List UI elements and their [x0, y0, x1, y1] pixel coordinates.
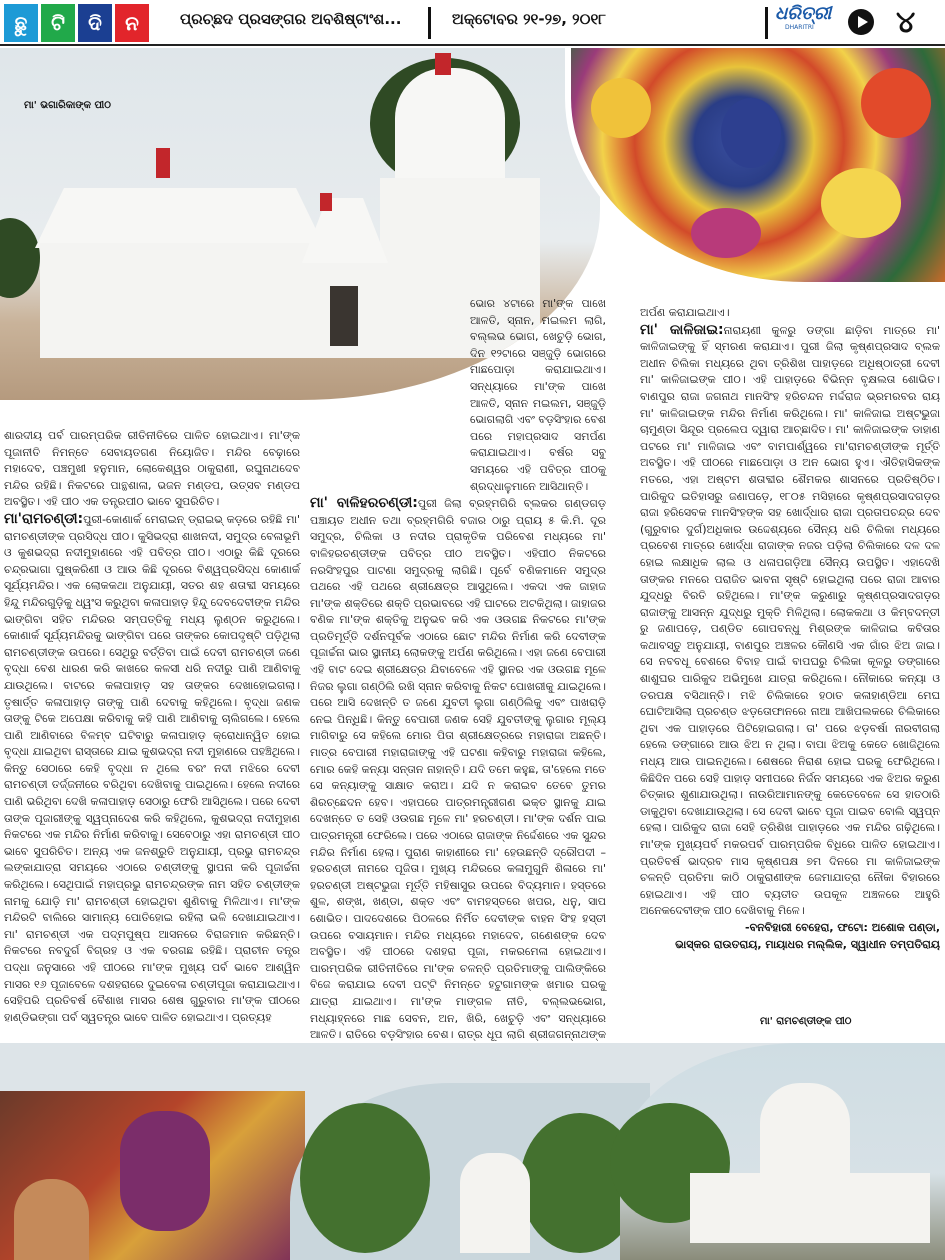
article-paragraph: ଶାରଦୀୟ ପର୍ବ ପାରମ୍ପରିକ ରୀତିନୀତିରେ ପାଳିତ ହୋଇଥାଏ। ମା'ଙ୍କ ପୂଜାନୀତି ନିମନ୍ତେ ସେବାୟତଗଣ ନିୟୋଜିତ। ମନ୍ଦିର ବେଢ଼ାରେ ମହାଦେବ, ପଞ୍ଚମୁଖୀ ହନୁମାନ, ଲୋକେଶ୍ୱର ଠାକୁରାଣୀ, ରଘୁନାଥଦେବ ମନ୍ଦିର ରହିଛି। ନିକଟରେ ପାନ୍ଥଶାଳା, ଭଜନ ମଣ୍ଡପ, ଉତ୍ସବ ମଣ୍ଡପ ଅବସ୍ଥିତ। ଏହି ପୀଠ ଏକ ତନ୍ତ୍ରପୀଠ ଭାବେ ସୁପରିଚିତ।	[4, 429, 300, 509]
article-column-2	[310, 296, 606, 1060]
play-icon	[848, 9, 874, 35]
header-divider	[765, 7, 768, 39]
temple-flag	[320, 193, 332, 211]
temple-roof	[300, 198, 390, 268]
article-paragraph	[310, 495, 606, 1060]
bottom-photo-strip	[0, 1043, 945, 1260]
section-heading: ମା'ରାମଚଣ୍ଡୀ:	[4, 510, 84, 527]
flower-garland	[861, 68, 931, 138]
article-paragraph: ଅର୍ପଣ କରାଯାଇଥାଏ।	[640, 306, 730, 319]
article-paragraph	[640, 322, 940, 920]
photo-credit: ଭାସ୍କର ରାଉତରାୟ, ମାୟାଧର ମଲ୍ଲିକ, ସ୍ୱାଧୀନ ତମ୍ପତିରାୟ	[675, 937, 940, 951]
deity-photo	[565, 48, 945, 288]
deity-figure	[120, 1111, 210, 1231]
section-logo	[4, 4, 149, 42]
logo-letter: ନ	[115, 4, 149, 42]
section-title: ପ୍ରଚ୍ଛଦ ପ୍ରସଙ୍ଗର ଅବଶିଷ୍ଟାଂଶ...	[180, 10, 402, 28]
logo-letter: ଛୁ	[4, 4, 38, 42]
flower-garland	[821, 168, 901, 238]
brand-subtitle: DHARITRI	[785, 24, 814, 31]
temple-roof	[35, 188, 325, 248]
author-credit: -ବନବିହାରୀ ବେହେରା, ଫଟୋ: ଅଶୋକ ପଣ୍ଡା,	[745, 920, 940, 934]
page-header	[0, 0, 945, 46]
logo-letter: ଟି	[41, 4, 75, 42]
section-heading: ମା' ବାଳିହରଚଣ୍ଡୀ:	[310, 495, 418, 512]
brand-logo	[775, 3, 837, 41]
article-column-3	[640, 305, 940, 953]
deity-figure	[721, 98, 781, 168]
article-paragraph	[4, 511, 300, 1026]
temple-wall	[40, 243, 320, 358]
temple-wall	[690, 1173, 930, 1243]
temple-photo-balihara	[290, 1083, 650, 1260]
article-text: ପୁରୀ ଜିଲା ବ୍ରହ୍ମଗିରି ବ୍ଲକର ଗଣ୍ଡଗଡ଼ ପଞ୍ଚାୟତ ଅଧୀନ ତଥା ବ୍ରହ୍ମଗିରି ବଜାର ଠାରୁ ପ୍ରାୟ ୫ କି.ମି. ଦୂର ସମୁଦ୍ର, ଚିଲିକା ଓ ନଦୀର ପ୍ରାକୃତିକ ପରିବେଶ ମଧ୍ୟରେ ମା' ବାଳିହରଚଣ୍ଡୀଙ୍କ ପବିତ୍ର ପୀଠ ଅବସ୍ଥିତ। ଏହିପୀଠ ନିକଟରେ ନରସିଂହପୁର ପାଟଣା ସମୁଦ୍ରକୁ ଲାଗିଛି। ପୂର୍ବେ ବଣିକମାନେ ସମୁଦ୍ର ପଥରେ ଏହି ପଥରେ ଶ୍ରୀକ୍ଷେତ୍ର ଆସୁଥିଲେ। ଏକଦା ଏକ ଜାହାଜ ମା'ଙ୍କ ଶକ୍ତିରେ ଶକ୍ତି ପ୍ରଭାବରେ ଏହି ଘାଟରେ ଅଟକିଥିଲା। ଜାହାଜର ବଣିକ ମା'ଙ୍କ ଶକ୍ତିକୁ ଅନୁଭବ କରି ଏକ ଓଉଗଛ ନିକଟରେ ମା'ଙ୍କ ପ୍ରତିମୂର୍ତ୍ତି ଦର୍ଶନପୂର୍ବକ ଏଠାରେ ଛୋଟ ମନ୍ଦିର ନିର୍ମାଣ କରି ଦେବୀଙ୍କ ପୂଜାର୍ଚ୍ଚନା ଭାର ସ୍ଥାନୀୟ ଲୋକଙ୍କୁ ଅର୍ପଣ କରିଥିଲେ। ଏହା ଜଣେ ବେପାରୀ ଏହି ବାଟ ଦେଇ ଶ୍ରୀକ୍ଷେତ୍ର ଯିବାବେଳେ ଏହି ସ୍ଥାନର ଏକ ଓଉଗଛ ମୂଳେ ନିଜର ଲୁଗା ଗଣ୍ଠିଲି ରଖି ସ୍ନାନ କରିବାକୁ ନିକଟ ପୋଖରୀକୁ ଯାଇଥିଲେ। ପରେ ଆସି ଦେଖନ୍ତି ତ ଜଣେ ଯୁବତୀ ଲୁଗା ଗଣ୍ଠିଲିକୁ ଏବଂ ପାଖରାଡ଼ି ନେଇ ପିନ୍ଧିଛି। କିନ୍ତୁ ବେପାରୀ ଜଣକ ସେହି ଯୁବତୀଙ୍କୁ ଲୁଗାର ମୂଲ୍ୟ ମାଗିବାରୁ ସେ କହିଲେ ମୋର ପିତା ଶ୍ରୀକ୍ଷେତ୍ରରେ ମହାରାଜା ଅଛନ୍ତି। ମାତ୍ର ବେପାରୀ ମହାରାଜାଙ୍କୁ ଏହି ଘଟଣା କହିବାରୁ ମହାରାଜା କହିଲେ, ମୋର କେହି କନ୍ୟା ସନ୍ତାନ ନାହାନ୍ତି। ଯଦି ତମେ କହୁଛ, ତା'ହେଲେ ମତେ ସେ କନ୍ୟାଙ୍କୁ ସାକ୍ଷାତ କରାଅ। ଯଦି ନ କରାଇବ ତେବେ ତୁମର ଶିରଚ୍ଛେଦନ ହେବ। ଏହାପରେ ପାତ୍ରମନ୍ତ୍ରୀଗଣ ଭକ୍ତ ସ୍ଥାନକୁ ଯାଇ ଦେଖନ୍ତେ ତ ସେହି ଓଉଗଛ ମୂଳେ ମା' ହରଚଣ୍ଡୀ। ମା'ଙ୍କ ଦର୍ଶନ ପାଇ ପାତ୍ରମନ୍ତ୍ରୀ ଫେରିଲେ। ପରେ ଏଠାରେ ରାଜାଙ୍କ ନିର୍ଦ୍ଦେଶରେ ଏକ ସୁନ୍ଦର ମନ୍ଦିର ନିର୍ମାଣ ହେଲା। ପୁରାଣ କାହାଣୀରେ ମା' ହେଉଛନ୍ତି ଦ୍ରୌପଦୀ –ହରଚଣ୍ଡୀ ନାମରେ ପୂଜିତା। ମୁଖ୍ୟ ମନ୍ଦିରରେ କଳାମୁଗୁନି ଶିଳାରେ ମା' ହରଚଣ୍ଡୀ ଅଷ୍ଟଭୁଜା ମୂର୍ତ୍ତି ମହିଷାସୁର ଉପରେ ବିଦ୍ୟମାନ। ହସ୍ତରେ ଶୁଳ, ଶଙ୍ଖ, ଖଣ୍ଡା, ଶକ୍ତ ଏବଂ ବାମହସ୍ତରେ ଖପର, ଧନୁ, ସାପ ଶୋଭିତ। ପାଦଦେଶରେ ପିଠଳରେ ନିର୍ମିତ ଦେବୀଙ୍କ ବାହନ ସିଂହ ହସ୍ତୀ ଉପରେ ବସାୟମାନ। ମନ୍ଦିର ମଧ୍ୟରେ ମହାଦେବ, ଗଣେଶଙ୍କ ଦେବ ଅବସ୍ଥିତ। ଏହି ପୀଠରେ ଦଶହରା ପୂଜା, ମକରମେଳା ହୋଇଥାଏ। ପାରମ୍ପରିକ ରୀତିନୀତିରେ ମା'ଙ୍କ ଚଳନ୍ତି ପ୍ରତିମାଙ୍କୁ ପାଲିଙ୍କିରେ ବିଜେ କରାଯାଇ ଦେବୀ ପଟ୍ଟି ନିମନ୍ତେ ହଟୁଗାମଙ୍କ ଖମାର ଘରକୁ ଯାତ୍ରା ଯାଇଥାଏ। ମା'ଙ୍କ ମାଙ୍ଗଳ ନୀତି, ବଲ୍ଲଭଭୋଗ, ମଧ୍ୟାହ୍ନରେ ମାଛ ସେବନ, ଅନ, ଖିରି, ଖେଚୁଡ଼ି ଏବଂ ସନ୍ଧ୍ୟାରେ ଆଳତି। ରାତିରେ ବଡ଼ସିଂହାର ବେଶ। ରାତ୍ର ଧୂପ ଲାଗି ଶ୍ରୀଜଗନ୍ନାଥଙ୍କ	[310, 497, 607, 1042]
temple-flag	[435, 53, 451, 75]
tree-image	[0, 218, 40, 298]
brand-name: ଧରିତ୍ରୀ	[775, 3, 832, 24]
page-number: ୪	[896, 5, 916, 40]
article-text: ନାରାୟଣୀ କୁଳରୁ ଡଙ୍ଗା ଛାଡ଼ିବା ମାତ୍ରେ ମା' କାଳିଜାଇଙ୍କୁ ହିଁ ସ୍ମରଣ କରାଯାଏ। ପୁରୀ ଜିଲା କୃଷ୍ଣପ୍ରସାଦ ବ୍ଲକ ଅଧୀନ ଚିଲିକା ମଧ୍ୟରେ ଥିବା ତ୍ରିଶିଖ ପାହାଡ଼ରେ ଅଧିଷ୍ଠାତ୍ରୀ ଦେବୀ ମା' କାଳିଜାଇଙ୍କ ପୀଠ। ଏହି ପାହାଡ଼ରେ ବିଭିନ୍ନ ବୃକ୍ଷଲତା ଶୋଭିତ। ବାଣପୁର ରାଜା ଜଗନାଥ ମାନସିଂହ ହରିଚନ୍ଦନ ମର୍ଦ୍ଦରାଜ ଭ୍ରମରବର ରାୟ ମା' କାଳିଜାଇଙ୍କ ମନ୍ଦିର ନିର୍ମାଣ କରିଥିଲେ। ମା' କାଳିଜାଇ ଅଷ୍ଟଭୁଜା ଚାମୁଣ୍ଡା ସିନ୍ଦୂର ପ୍ରଲେପ ଦ୍ୱାରା ଆଚ୍ଛାଦିତ। ମା' କାଳିଜାଇଙ୍କ ଡାହାଣ ପଟରେ ମା' ମାଳିଜାଇ ଏବଂ ବାମପାର୍ଶ୍ୱରେ ମା'ରାମଚଣ୍ଡୀଙ୍କ ମୂର୍ତ୍ତି ଅବସ୍ଥିତ। ଏହି ପୀଠରେ ମାଛପୋଡ଼ା ଓ ଅନ ଭୋଗ ହୁଏ। ଐତିହାସିକଙ୍କ ମତରେ, ଏହା ଅଷ୍ଟମ ଶତାବ୍ଦୀର ଶୈମକର ଶାସନରେ ପ୍ରତିଷ୍ଠିତ। ପାରିକୁଦ ଇତିହାସରୁ ଜଣାପଡ଼େ, ୧୮୦୫ ମସିହାରେ କୃଷ୍ଣପ୍ରସାଦଗଡ଼ର ରାଜା ହରିସେବକ ମାନସିଂହଙ୍କ ସହ ଖୋର୍ଦ୍ଧାର ରାଜା ପ୍ରତାପଚନ୍ଦ୍ର ଦେବ (ଗୁରୁବାର ଦୁର୍ଗ)ଅଧିକାର ଉଦ୍ଦେଶ୍ୟରେ ସୈନ୍ୟ ଧରି ଚିଲିକା ମଧ୍ୟରେ ପ୍ରବେଶ ମାତ୍ରେ ଖୋର୍ଦ୍ଧା ରାଜାଙ୍କ ନଜର ପଡ଼ିଲା ଚିଲିକାରେ ଦଳ ଦଳ ହୋଇ ଲକ୍ଷାଧିକ ଲାଲ ଓ ଧଳାପଗଡ଼ିଆ ସୈନ୍ୟ ଉପସ୍ଥିତ। ଏହାଦେଖି ତାଙ୍କର ମନରେ ପରାଜିତ ଭାବନା ସୃଷ୍ଟି ହୋଇଥିଲା ପରେ ରାଜା ଆବାର ଯୁଦ୍ଧରୁ ବିରତି ରହିଥିଲେ। ମା'ଙ୍କ କରୁଣାରୁ କୃଷ୍ଣପ୍ରସାଦଗଡ଼ର ରାଜାଙ୍କୁ ଆସନ୍ନ ଯୁଦ୍ଧରୁ ମୁକ୍ତି ମିଳିଥିଲା। ଲୋକକଥା ଓ କିମ୍ବଦନ୍ତୀ ରୁ ଜଣାପଡ଼େ, ପଣ୍ଡିତ ଗୋପବନ୍ଧୁ ମିଶ୍ରଙ୍କ କାଳିଜାଇ କବିତାର କଥାବସ୍ତୁ ଅନୁଯାୟୀ, ବାଣପୁର ଅଞ୍ଚଳର କୌଣସି ଏକ ଗାଁର ଝିଅ ଜାଇ। ସେ ନବବଧୂ ବେଶରେ ବିବାହ ପାଇଁ ବାପଘରୁ ଚିଲିକା କୂଳରୁ ଡଙ୍ଗାରେ ଶାଶୁଘର ପାରିକୁଦ ଅଭିମୁଖେ ଯାତ୍ରା କରିଥିଲେ। ନୌକାରେ କନ୍ୟା ଓ ତରପକ୍ଷ ବସିଥାନ୍ତି। ମଝି ଚିଲିକାରେ ହଠାତ କଳାହାଣ୍ଡିଆ ମେଘ ଘୋଟିଆସିଲା ପ୍ରଚଣ୍ଡ ଝଡ଼ତୋଫାନରେ ନାଆ ଆଖିପଲକରେ ଚିଲିକାରେ ଥିବା ଏକ ପାହାଡ଼ରେ ପିଟିହୋଇଗଲା। ତା' ପରେ ଝଡ଼ବର୍ଷା ନାରବୀଗଲା ହେଲେ ଡଙ୍ଗାରେ ଆଉ ଝିଅ ନ ଥିଲା। ବାପା ଝିଅକୁ କେତେ ଖୋଜିଥିଲେ ମଧ୍ୟ ଆଉ ପାଇନଥିଲେ। ଶେଷରେ ନିରାଶ ହୋଇ ଘରକୁ ଫେରିଥିଲେ। କିଛିଦିନ ପରେ ସେହି ପାହାଡ଼ ସମୀପରେ ନିର୍ଜନ ସମୟରେ ଏକ ଝିଅର କରୁଣ ଚିତ୍କାର ଶୁଣାଯାଉଥିଲା। ନାଉରିଆମାନଙ୍କୁ କେତେବେଳେ ସେ ହାତଠାରି ଡାକୁଥିବା ଦେଖାଯାଉଥିଲା। ସେ ଦେବୀ ଭାବେ ପୂଜା ପାଇବ ବୋଲି ସ୍ୱପ୍ନ ହେଲା। ପାରିକୁଦ ରାଜା ସେହି ତ୍ରିଶିଖ ପାହାଡ଼ରେ ଏକ ମନ୍ଦିର ଗଢ଼ିଥିଲେ। ମା'ଙ୍କ ମୁଖ୍ୟପର୍ବ ମକରପର୍ବ ପାରମ୍ପରିକ ବିଧିରେ ପାଳିତ ହୋଇଥାଏ। ପ୍ରତିବର୍ଷ ଭାଦ୍ରବ ମାସ କୃଷ୍ଣପକ୍ଷ ୭ମ ଦିନରେ ମା କାଳିଜାଇଙ୍କ ଚଳନ୍ତି ପ୍ରତିମା କାଠି ଠାକୁରାଣୀଙ୍କ ଜେମାଯାତ୍ରା ନୌକା ବିହାରରେ ହୋଇଥାଏ। ଏହି ପୀଠ ବ୍ୟତୀତ ଉପକୂଳ ଅଞ୍ଚଳରେ ଆହୁରି ଅନେକଦେବୀଙ୍କ ପୀଠ ଦେଖିବାକୁ ମିଳେ।	[640, 323, 940, 918]
temple-spire	[395, 68, 505, 188]
temple-flag	[156, 148, 170, 178]
photo-caption: ମା' ରାମଚଣ୍ଡୀଙ୍କ ପୀଠ	[760, 1016, 852, 1027]
flower-garland	[591, 78, 651, 138]
photo-caption: ମା' ଭଗାରିକାଙ୍କ ପୀଠ	[24, 100, 111, 111]
logo-letter: ଦି	[78, 4, 112, 42]
article-paragraph: ଭୋର ୪ଟାରେ ମା'ଙ୍କ ପାଖେ ଆଳତି, ସ୍ନାନ, ମଇଲମ ଲାଗି, ବଲ୍ଲଭ ଭୋଗ, ଖେଚୁଡ଼ି ଭୋଗ, ଦିନ ୧୨ଟାରେ ସଞ୍ଜୁଡ଼ି ଭୋଗରେ ମାଛପୋଡ଼ା କରାଯାଇଥାଏ। ସନ୍ଧ୍ୟାରେ ମା'ଙ୍କ ପାଖେ ଆଳତି, ସ୍ନାନ ମଇଲମ, ସଞ୍ଜୁଡ଼ି ଭୋଗଲାଗି ଏବଂ ବଡ଼ସିଂହାର ବେଶ ପରେ ମହାପ୍ରସାଦ ସମର୍ପଣ କରାଯାଇଥାଏ। ବର୍ଷର ସବୁ ସମୟରେ ଏହି ପବିତ୍ର ପୀଠକୁ ଶ୍ରଦ୍ଧାଳୁମାନେ ଆସିଥାନ୍ତି।	[470, 297, 606, 493]
tree-image	[300, 1103, 430, 1253]
issue-date: ଅକ୍ଟୋବର ୨୧-୨୭, ୨୦୧୮	[452, 10, 607, 28]
priest-figure	[14, 1179, 89, 1260]
flower-garland	[691, 208, 761, 258]
temple-photo-ramachandi	[620, 1043, 945, 1260]
header-divider	[428, 7, 431, 39]
article-text: ପୁରୀ-କୋଣାର୍କ ମେରାଇନ୍ ଡ୍ରାଇଭ୍ କଡ଼ରେ ରହିଛି ମା' ରାମଚଣ୍ଡୀଙ୍କ ପ୍ରସିଦ୍ଧ ପୀଠ। କୁସିଭଦ୍ରା ଶାଖନଦୀ, ସମୁଦ୍ର ବେଳାଭୂମି ଓ କୁଶଭଦ୍ରା ନଦୀମୁହାଣରେ ଏହି ପବିତ୍ର ପୀଠ। ଏଠାରୁ କିଛି ଦୂରରେ ଚନ୍ଦ୍ରଭାଗା ପୁଷ୍କରିଣୀ ଓ ଆଉ କିଛି ଦୂରରେ ବିଶ୍ୱପ୍ରସିଦ୍ଧ କୋଣାର୍କ ସୂର୍ଯ୍ୟମନ୍ଦିର। ଏକ ଲୋକକଥା ଅନୁଯାୟୀ, ସତର ଶହ ଶତାବ୍ଦୀ ସମୟରେ ହିନ୍ଦୁ ମନ୍ଦିରଗୁଡ଼ିକୁ ଧ୍ୱଂସ କରୁଥିବା କଳାପାହାଡ଼ ହିନ୍ଦୁ ଦେବଦେବୀଙ୍କ ମନ୍ଦିର ଭାଙ୍ଗିବା ସହିତ ମନ୍ଦିରର ସମ୍ପତ୍ତିକୁ ମଧ୍ୟ ଲୁଣ୍ଠନ କରୁଥିଲେ। କୋଣାର୍କ ସୂର୍ଯ୍ୟମନ୍ଦିରକୁ ଭାଙ୍ଗିବା ପରେ ତାଙ୍କର କୋପଦୃଷ୍ଟି ପଡ଼ିଥିଲା ରାମଚଣ୍ଡୀଙ୍କ ଉପରେ। ସେଥିରୁ ବର୍ତ୍ତିବା ପାଇଁ ଦେବୀ ରାମଚଣ୍ଡୀ ଜଣେ ବୃଦ୍ଧା ବେଶ ଧାରଣ କରି କାଖରେ କଳସୀ ଧରି ନଦୀରୁ ପାଣି ଆଣିବାକୁ ଯାଉଥିଲେ। ବାଟରେ କଳାପାହାଡ଼ ସହ ତାଙ୍କର ଦେଖାହୋଇଗଲା। ତୃଷାର୍ତ୍ତ କଳାପାହାଡ଼ ତାଙ୍କୁ ପାଣି ଦେବାକୁ କହିଥିଲେ। ବୃଦ୍ଧା ଜଣକ ତାଙ୍କୁ ଟିକେ ଅପେକ୍ଷା କରିବାକୁ କହି ପାଣି ଆଣିବାକୁ ଚାଲିଗଲେ। ହେଲେ ପାଣି ଆଣିବାରେ ବିଳମ୍ବ ଘଟିବାରୁ କଳାପାହାଡ଼ କ୍ରୋଧାନ୍ୱିତ ହୋଇ ବୃଦ୍ଧା ଯାଇଥିବା ରାସ୍ତାରେ ଯାଇ କୁଶଭଦ୍ରା ନଦୀ ମୁହାଣରେ ପହଞ୍ଚିଥିଲେ। କିନ୍ତୁ ସେଠାରେ କେହି ବୃଦ୍ଧା ନ ଥିଲେ ବରଂ ନଦୀ ମଝିରେ ଦେବୀ ରାମଚଣ୍ଡୀ ତର୍ଜ୍ଜନୀରେ ବରିଥିବା ଦେଖିବାକୁ ପାଇଥିଲେ। ହେଲେ ନଦୀରେ ପାଣି ଭରିଥିବା ଦେଖି କଳାପାହାଡ଼ ସେଠାରୁ ଫେରି ଆସିଥିଲେ। ପରେ ଦେବୀ ତାଙ୍କ ପୂଜାରୀଙ୍କୁ ସ୍ୱପ୍ନାଦେଶ କରି କହିଥିଲେ, କୁଶଭଦ୍ରା ନଦୀମୁହାଣ ନିକଟରେ ଏକ ମନ୍ଦିର ନିର୍ମାଣ କରିବାକୁ। ସେବେଠାରୁ ଏହା ରାମଚଣ୍ଡୀ ପୀଠ ଭାବେ ସୁପରିଚିତ। ଅନ୍ୟ ଏକ ଜନଶ୍ରୁତି ଅନୁଯାୟୀ, ପ୍ରଭୁ ରାମଚନ୍ଦ୍ର ଲଙ୍କାଯାତ୍ରା ସମୟରେ ଏଠାରେ ଚଣ୍ଡୀଙ୍କୁ ସ୍ଥାପନା କରି ପୂଜାର୍ଚ୍ଚନା କରିଥିଲେ। ସେଥିପାଇଁ ମହାପ୍ରଭୁ ରାମଚନ୍ଦ୍ରଙ୍କ ନାମ ସହିତ ଚଣ୍ଡୀଙ୍କ ନାମକୁ ଯୋଡ଼ି ମା' ରାମଚଣ୍ଡୀ ହୋଇଥିବା ଶୁଣିବାକୁ ମିଳିଥାଏ। ମା'ଙ୍କ ମନ୍ଦିରଟି ବାଲିରେ ସାମାନ୍ୟ ପୋତିହୋଇ ରହିଲା ଭଳି ଦେଖାଯାଇଥାଏ। ମା' ରାମଚଣ୍ଡୀ ଏକ ପଦ୍ମପୁଷ୍ପ ଆସନରେ ବିରାଜମାନ କରିଛନ୍ତି। ନିକଟରେ ନବଦୁର୍ଗ ବିଗ୍ରହ ଓ ଏକ ବରଗଛ ରହିଛି। ପ୍ରାଚୀନ ତନ୍ତ୍ର ପଦ୍ଧା ଜନୁସାରେ ଏହି ପୀଠରେ ମା'ଙ୍କ ମୁଖ୍ୟ ପର୍ବ ଭାବେ ଆଶ୍ୱିନ ମାସର ୧୬ ପୂଜାବେଳେ ଦଶହରାରେ ଦୁଇବେଳା ଚଣ୍ଡୀପୂଜା କରାଯାଇଥାଏ। ସେହିପରି ପ୍ରତିବର୍ଷ ବୈଶାଖ ମାସର ଶେଷ ଗୁରୁବାର ମା'ଙ୍କ ପୀଠରେ ହାଣ୍ଡିଭଙ୍ଗା ପର୍ବ ସ୍ୱତନ୍ତ୍ର ଭାବେ ପାଳିତ ହୋଇଥାଏ। ପ୍ରତ୍ୟହ	[4, 512, 300, 1024]
section-heading: ମା' କାଳିଜାଇ:	[640, 321, 724, 338]
shrine-interior-photo	[0, 1091, 305, 1260]
article-column-1	[4, 428, 300, 1026]
temple-spire	[460, 1153, 530, 1253]
